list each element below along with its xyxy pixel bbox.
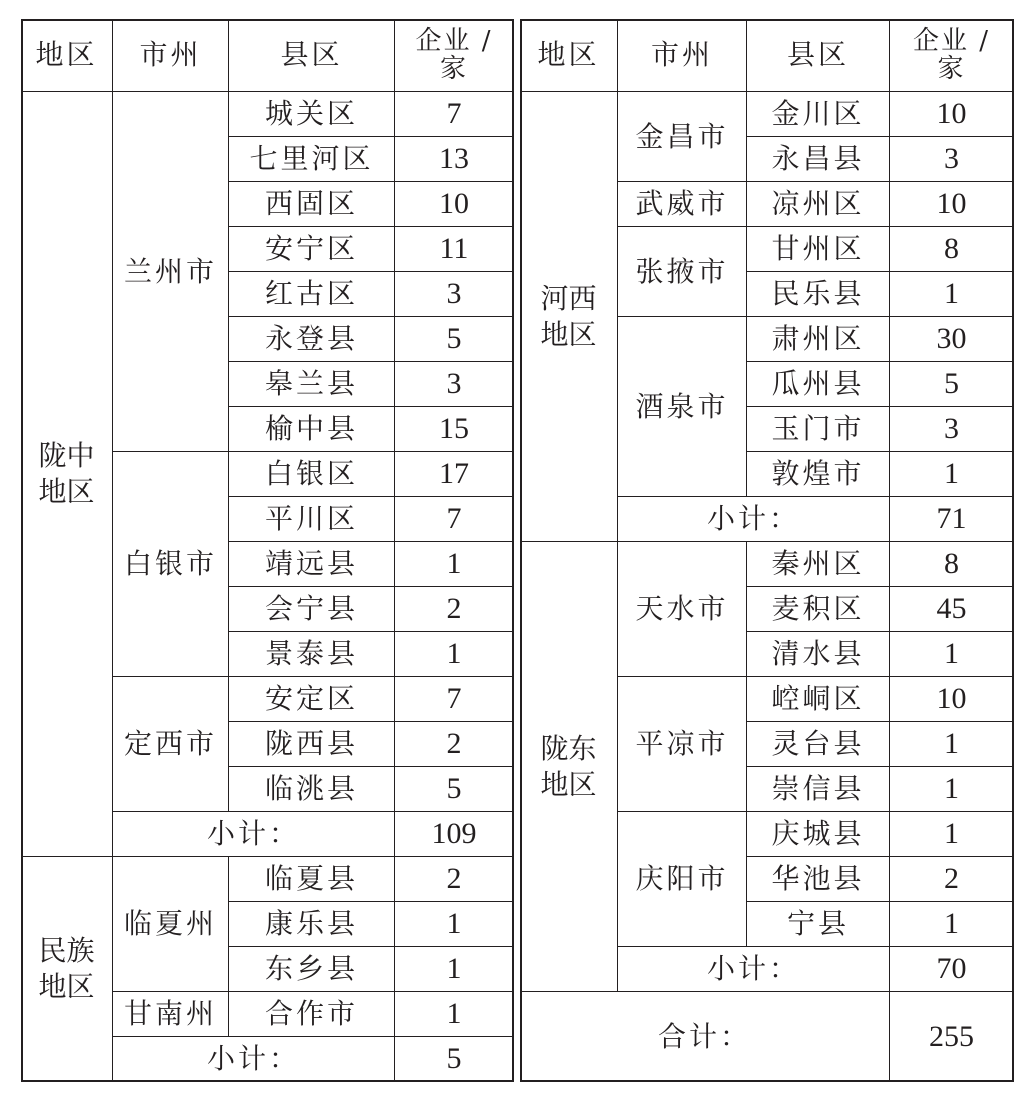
header-city: 市州 bbox=[618, 19, 747, 92]
county-company-count: 30 bbox=[890, 317, 1014, 362]
county-company-count: 10 bbox=[890, 677, 1014, 722]
county-company-count: 7 bbox=[395, 497, 514, 542]
city-name: 金昌市 bbox=[618, 92, 747, 182]
county-name: 靖远县 bbox=[229, 542, 395, 587]
county-company-count: 2 bbox=[890, 857, 1014, 902]
subtotal-label: 小计： bbox=[113, 1037, 395, 1082]
county-company-count: 11 bbox=[395, 227, 514, 272]
county-company-count: 7 bbox=[395, 92, 514, 137]
county-company-count: 1 bbox=[890, 632, 1014, 677]
header-county: 县区 bbox=[747, 19, 890, 92]
header-city: 市州 bbox=[113, 19, 229, 92]
subtotal-value: 70 bbox=[890, 947, 1014, 992]
county-name: 会宁县 bbox=[229, 587, 395, 632]
county-company-count: 1 bbox=[395, 632, 514, 677]
county-name: 甘州区 bbox=[747, 227, 890, 272]
subtotal-label: 小计： bbox=[618, 497, 890, 542]
county-name: 陇西县 bbox=[229, 722, 395, 767]
header-region: 地区 bbox=[520, 19, 618, 92]
subtotal-label: 小计： bbox=[113, 812, 395, 857]
county-name: 合作市 bbox=[229, 992, 395, 1037]
county-company-count: 1 bbox=[395, 542, 514, 587]
county-company-count: 1 bbox=[890, 452, 1014, 497]
left-table-frame bbox=[21, 19, 514, 1082]
county-name: 崇信县 bbox=[747, 767, 890, 812]
county-company-count: 1 bbox=[890, 272, 1014, 317]
county-company-count: 1 bbox=[890, 767, 1014, 812]
county-name: 灵台县 bbox=[747, 722, 890, 767]
county-company-count: 10 bbox=[890, 92, 1014, 137]
county-name: 安定区 bbox=[229, 677, 395, 722]
city-name: 酒泉市 bbox=[618, 317, 747, 497]
county-name: 玉门市 bbox=[747, 407, 890, 452]
county-company-count: 1 bbox=[395, 992, 514, 1037]
county-company-count: 5 bbox=[395, 317, 514, 362]
county-name: 榆中县 bbox=[229, 407, 395, 452]
county-company-count: 1 bbox=[890, 722, 1014, 767]
county-company-count: 5 bbox=[890, 362, 1014, 407]
county-company-count: 8 bbox=[890, 542, 1014, 587]
region-name: 陇东 地区 bbox=[520, 542, 618, 992]
city-name: 甘南州 bbox=[113, 992, 229, 1037]
total-value: 255 bbox=[890, 992, 1014, 1082]
county-name: 临夏县 bbox=[229, 857, 395, 902]
county-name: 平川区 bbox=[229, 497, 395, 542]
county-name: 西固区 bbox=[229, 182, 395, 227]
total-label: 合计： bbox=[520, 992, 890, 1082]
county-company-count: 13 bbox=[395, 137, 514, 182]
county-name: 麦积区 bbox=[747, 587, 890, 632]
county-name: 临洮县 bbox=[229, 767, 395, 812]
subtotal-value: 109 bbox=[395, 812, 514, 857]
county-company-count: 1 bbox=[395, 947, 514, 992]
county-name: 永登县 bbox=[229, 317, 395, 362]
county-company-count: 8 bbox=[890, 227, 1014, 272]
header-companies: 企业 / 家 bbox=[395, 19, 514, 92]
county-name: 华池县 bbox=[747, 857, 890, 902]
city-name: 天水市 bbox=[618, 542, 747, 677]
county-company-count: 5 bbox=[395, 767, 514, 812]
county-name: 康乐县 bbox=[229, 902, 395, 947]
county-name: 红古区 bbox=[229, 272, 395, 317]
county-company-count: 3 bbox=[890, 407, 1014, 452]
county-name: 白银区 bbox=[229, 452, 395, 497]
city-name: 张掖市 bbox=[618, 227, 747, 317]
county-name: 凉州区 bbox=[747, 182, 890, 227]
county-name: 敦煌市 bbox=[747, 452, 890, 497]
county-company-count: 1 bbox=[890, 902, 1014, 947]
county-company-count: 2 bbox=[395, 857, 514, 902]
county-name: 永昌县 bbox=[747, 137, 890, 182]
county-company-count: 2 bbox=[395, 587, 514, 632]
county-name: 清水县 bbox=[747, 632, 890, 677]
county-name: 崆峒区 bbox=[747, 677, 890, 722]
county-name: 皋兰县 bbox=[229, 362, 395, 407]
city-name: 定西市 bbox=[113, 677, 229, 812]
subtotal-value: 5 bbox=[395, 1037, 514, 1082]
county-company-count: 3 bbox=[395, 272, 514, 317]
county-company-count: 10 bbox=[395, 182, 514, 227]
county-name: 秦州区 bbox=[747, 542, 890, 587]
city-name: 临夏州 bbox=[113, 857, 229, 992]
header-county: 县区 bbox=[229, 19, 395, 92]
city-name: 白银市 bbox=[113, 452, 229, 677]
city-name: 武威市 bbox=[618, 182, 747, 227]
region-name: 民族 地区 bbox=[21, 857, 113, 1082]
region-name: 河西 地区 bbox=[520, 92, 618, 542]
subtotal-value: 71 bbox=[890, 497, 1014, 542]
county-company-count: 2 bbox=[395, 722, 514, 767]
county-company-count: 10 bbox=[890, 182, 1014, 227]
county-name: 城关区 bbox=[229, 92, 395, 137]
header-region: 地区 bbox=[21, 19, 113, 92]
city-name: 兰州市 bbox=[113, 92, 229, 452]
county-name: 肃州区 bbox=[747, 317, 890, 362]
region-name: 陇中 地区 bbox=[21, 92, 113, 857]
county-name: 宁县 bbox=[747, 902, 890, 947]
county-company-count: 3 bbox=[890, 137, 1014, 182]
county-name: 金川区 bbox=[747, 92, 890, 137]
county-name: 庆城县 bbox=[747, 812, 890, 857]
county-name: 瓜州县 bbox=[747, 362, 890, 407]
city-name: 庆阳市 bbox=[618, 812, 747, 947]
county-name: 民乐县 bbox=[747, 272, 890, 317]
county-name: 七里河区 bbox=[229, 137, 395, 182]
county-name: 东乡县 bbox=[229, 947, 395, 992]
county-company-count: 45 bbox=[890, 587, 1014, 632]
county-name: 安宁区 bbox=[229, 227, 395, 272]
county-company-count: 7 bbox=[395, 677, 514, 722]
county-company-count: 17 bbox=[395, 452, 514, 497]
county-company-count: 15 bbox=[395, 407, 514, 452]
county-company-count: 3 bbox=[395, 362, 514, 407]
county-company-count: 1 bbox=[890, 812, 1014, 857]
header-companies: 企业 / 家 bbox=[890, 19, 1014, 92]
right-table-frame bbox=[520, 19, 1014, 1082]
subtotal-label: 小计： bbox=[618, 947, 890, 992]
city-name: 平凉市 bbox=[618, 677, 747, 812]
county-company-count: 1 bbox=[395, 902, 514, 947]
county-name: 景泰县 bbox=[229, 632, 395, 677]
